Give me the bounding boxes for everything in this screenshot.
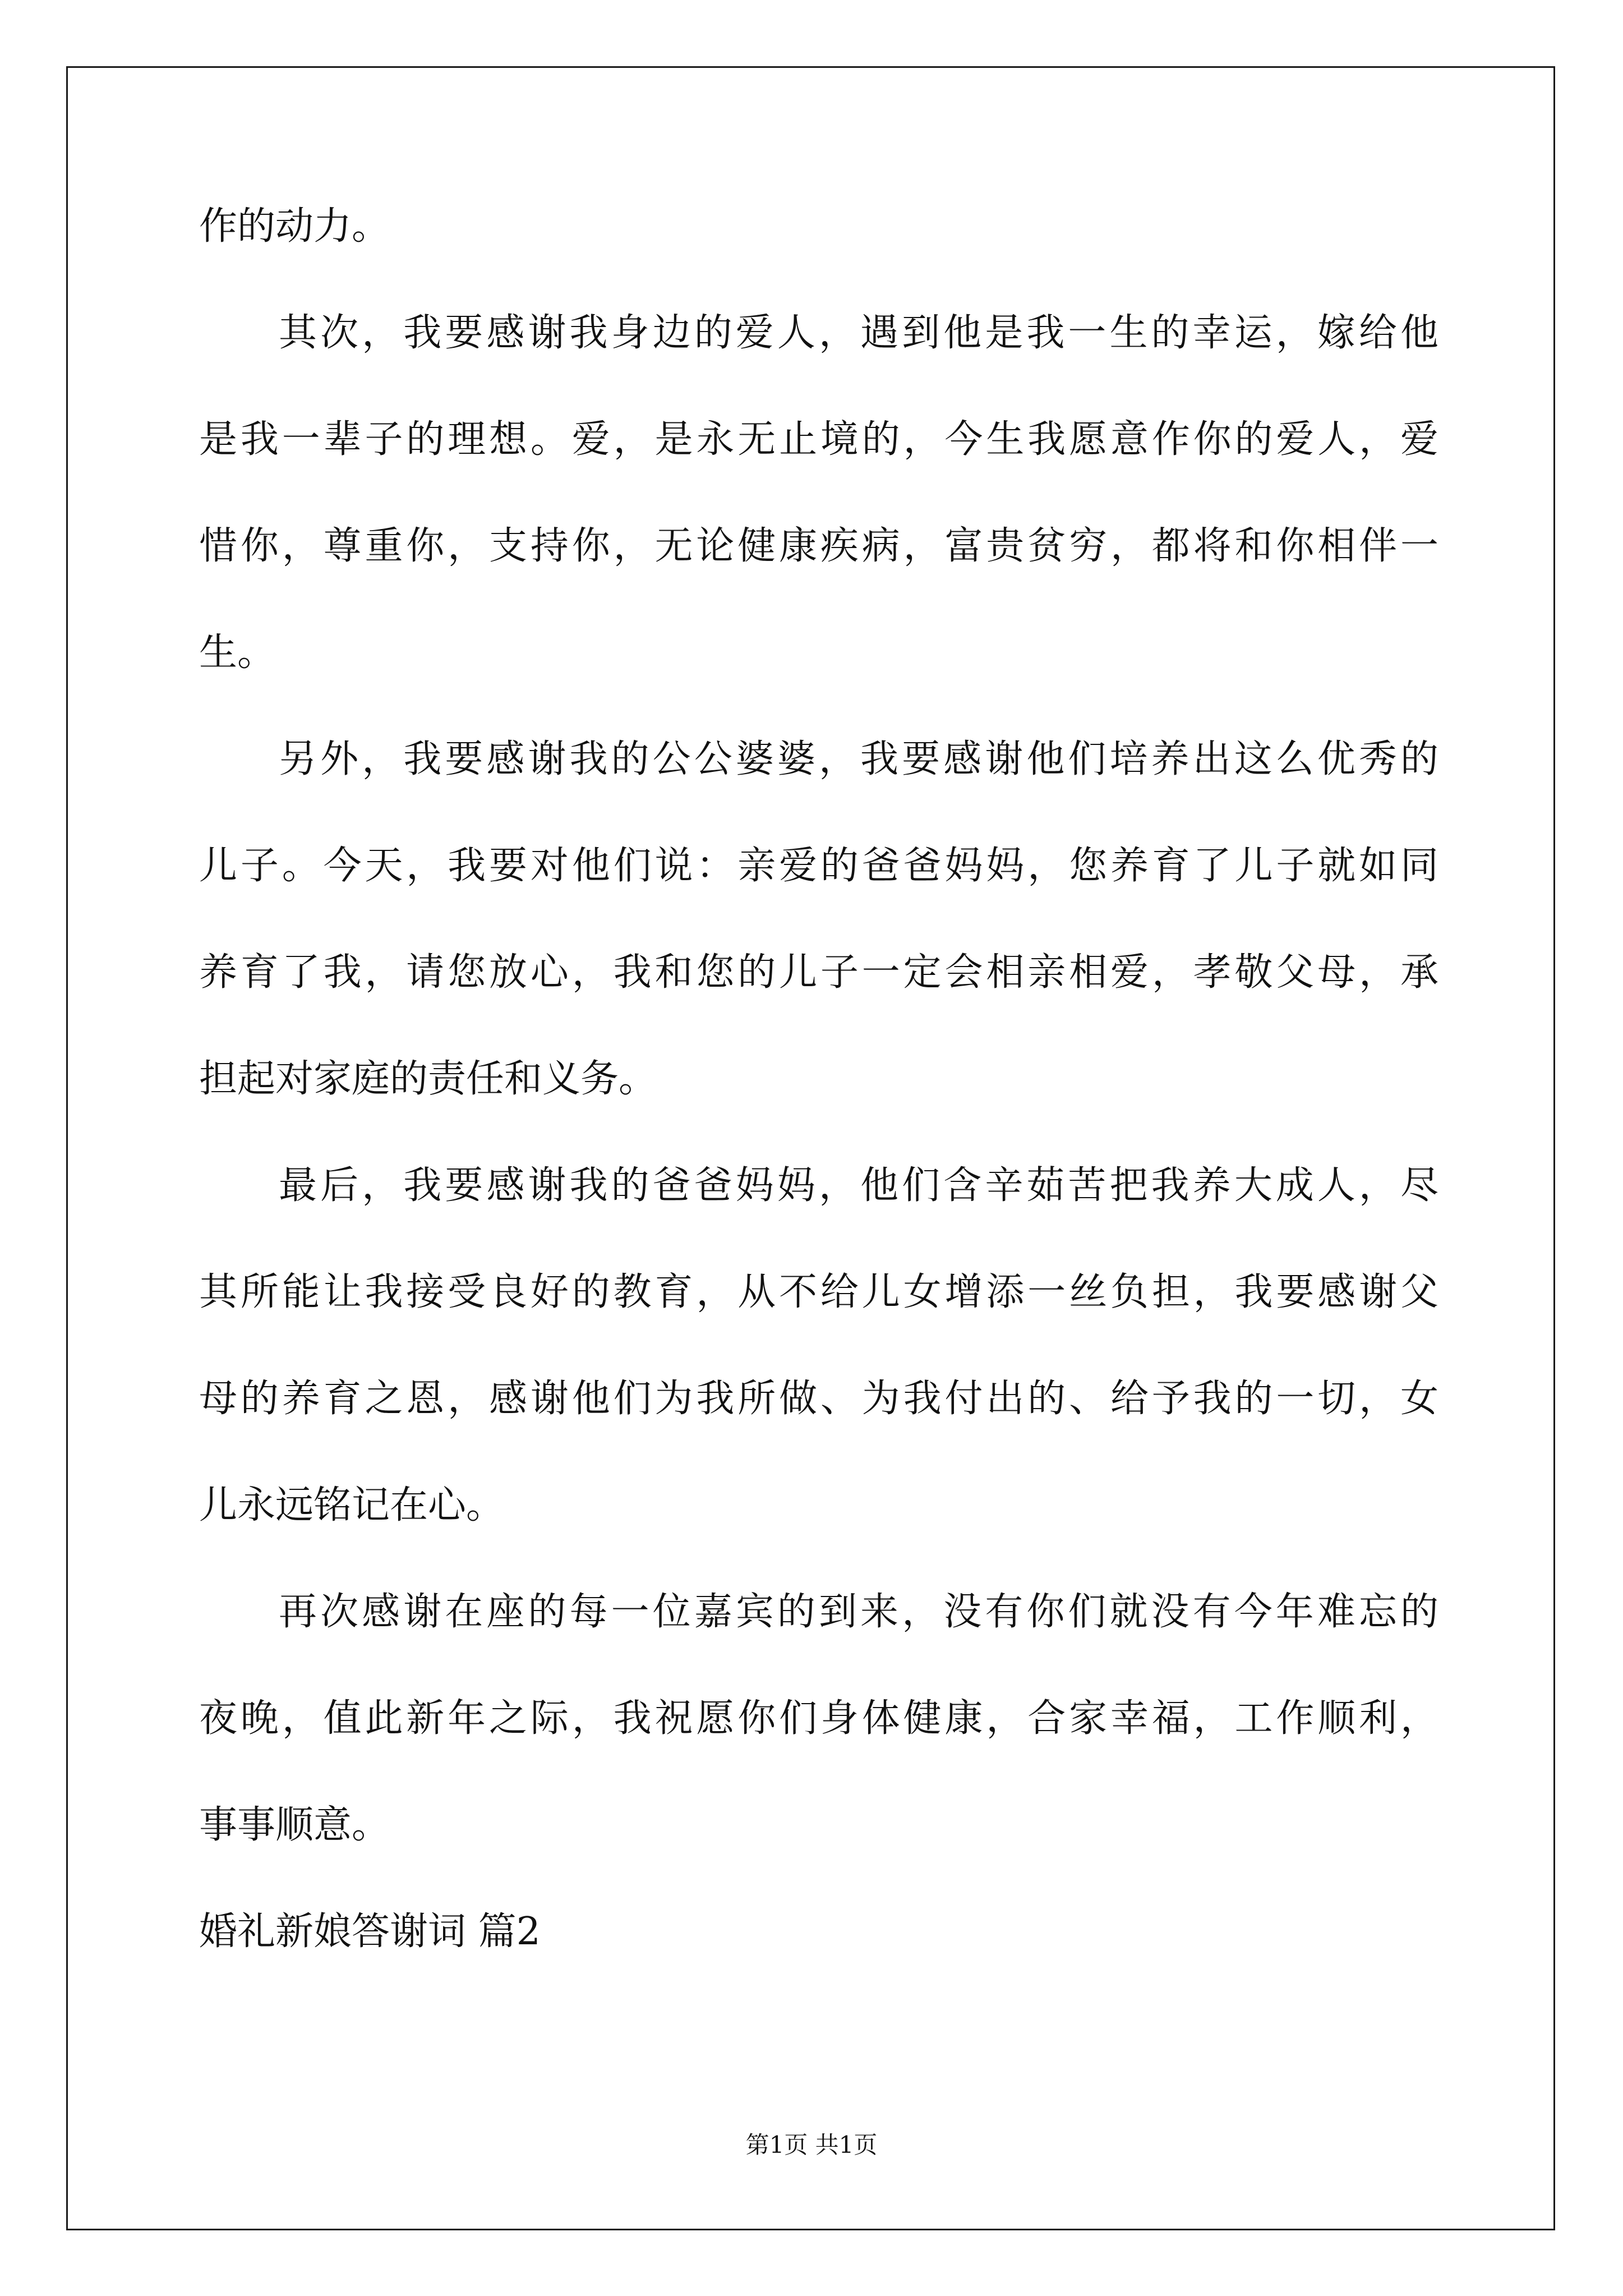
- paragraph-line: 儿子。今天，我要对他们说：亲爱的爸爸妈妈，您养育了儿子就如同: [199, 844, 1438, 888]
- paragraph-line: 养育了我，请您放心，我和您的儿子一定会相亲相爱，孝敬父母，承: [199, 950, 1438, 995]
- paragraph-line: 儿永远铭记在心。: [199, 1483, 505, 1527]
- page-border: [66, 66, 1555, 2230]
- paragraph-line: 作的动力。: [199, 204, 390, 249]
- paragraph-line: 其次，我要感谢我身边的爱人，遇到他是我一生的幸运，嫁给他: [279, 311, 1438, 355]
- section-heading: 婚礼新娘答谢词 篇2: [199, 1910, 541, 1954]
- paragraph-line: 是我一辈子的理想。爱，是永无止境的，今生我愿意作你的爱人，爱: [199, 417, 1438, 462]
- paragraph-line: 母的养育之恩，感谢他们为我所做、为我付出的、给予我的一切，女: [199, 1377, 1438, 1421]
- paragraph-line: 生。: [199, 631, 276, 675]
- paragraph-line: 事事顺意。: [199, 1803, 390, 1847]
- paragraph-line: 再次感谢在座的每一位嘉宾的到来，没有你们就没有今年难忘的: [279, 1590, 1438, 1634]
- paragraph-line: 另外，我要感谢我的公公婆婆，我要感谢他们培养出这么优秀的: [279, 737, 1438, 781]
- paragraph-line: 最后，我要感谢我的爸爸妈妈，他们含辛茹苦把我养大成人，尽: [279, 1163, 1438, 1208]
- page-number-footer: 第1页 共1页: [745, 2131, 878, 2159]
- paragraph-line: 夜晚，值此新年之际，我祝愿你们身体健康，合家幸福，工作顺利，: [199, 1696, 1438, 1741]
- paragraph-line: 其所能让我接受良好的教育，从不给儿女增添一丝负担，我要感谢父: [199, 1270, 1438, 1314]
- paragraph-line: 担起对家庭的责任和义务。: [199, 1057, 657, 1101]
- paragraph-line: 惜你，尊重你，支持你，无论健康疾病，富贵贫穷，都将和你相伴一: [199, 524, 1438, 568]
